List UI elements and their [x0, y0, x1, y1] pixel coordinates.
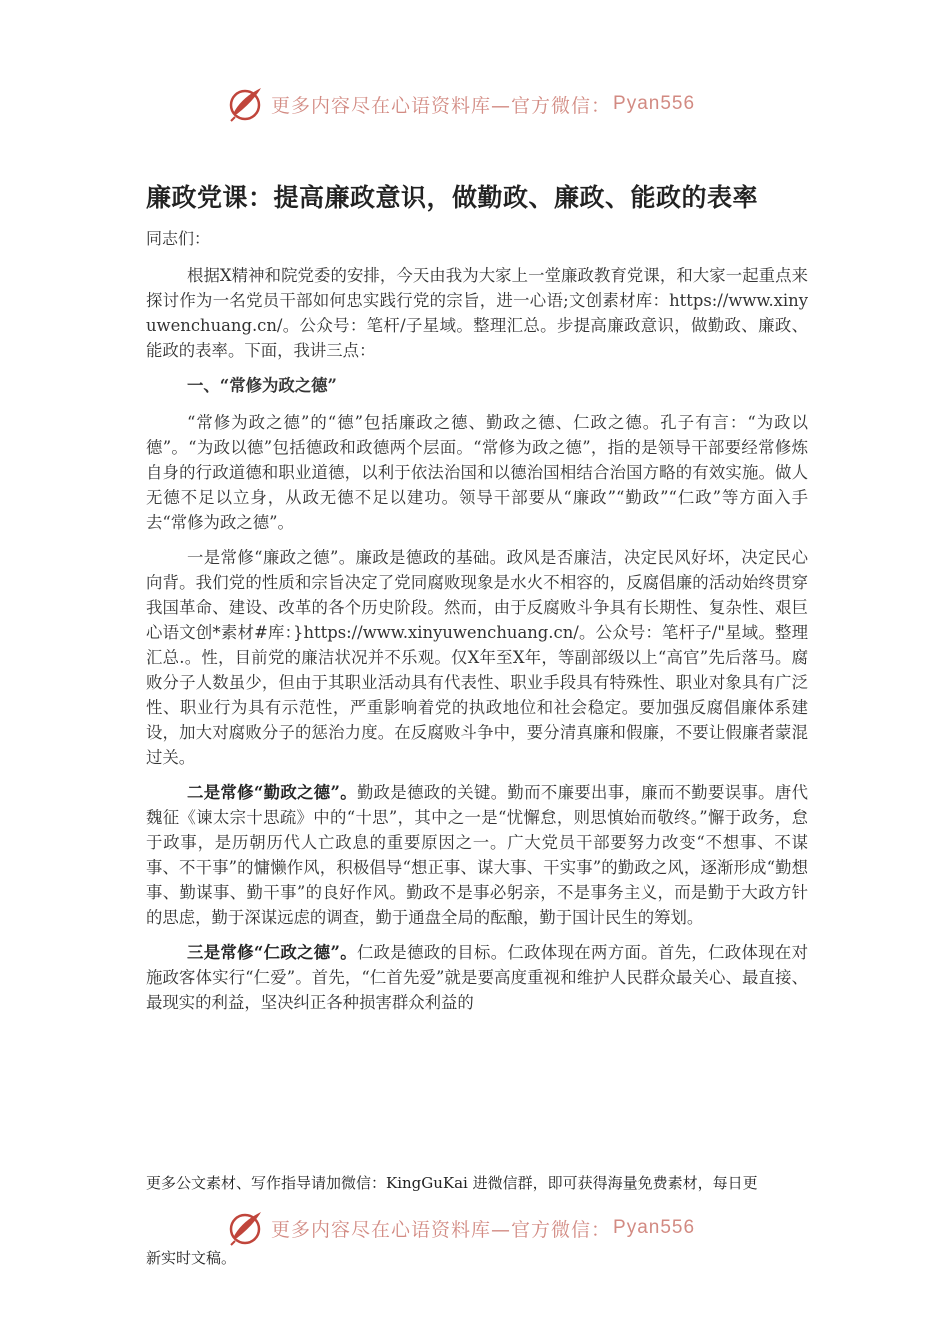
watermark-wechat-id: Pyan556: [613, 93, 696, 114]
footer-note: 更多公文素材、写作指导请加微信：KingGuKai 进微信群，即可获得海量免费素材，每日更: [146, 1174, 758, 1192]
section-1-heading: 一、“常修为政之德”: [187, 376, 337, 395]
point-2-body: 勤政是德政的关键。勤而不廉要出事，廉而不勤要误事。唐代魏征《谏太宗十思疏》中的“十思”，其中之一是“忧懈怠，则思慎始而敬终。”懈于政务，怠于政事，是历朝历代人亡政息的重要原因之一。广大党员干部要努力改变“不想事、不谋事、不干事”的慵懒作风，积极倡导“想正事、谋大事、干实事”的勤政之风，逐渐形成“勤想事、勤谋事、勤干事”的良好作风。勤政不是事必躬亲，不是事务主义，而是勤于大政方针的思虑，勤于深谋远虑的调查，勤于通盘全局的酝酿，勤于国计民生的筹划。: [146, 783, 809, 927]
footer-watermark: [225, 1206, 695, 1250]
point-1-body: 廉政是德政的基础。政风是否廉洁，决定民风好坏，决定民心向背。我们党的性质和宗旨决定了党同腐败现象是水火不相容的，反腐倡廉的活动始终贯穿我国革命、建设、改革的各个历史阶段。然而，由于反腐败斗争具有长期性、复杂性、艰巨心语文创*素材#库：}https://www.xinyuwenchuang.cn/。公众号：笔杆子/"星域。整理汇总.。性，目前党的廉洁状况并不乐观。仅X年至X年，等副部级以上“高官”先后落马。腐败分子人数虽少，但由于其职业活动具有代表性、职业手段具有特殊性、职业对象具有广泛性、职业行为具有示范性，严重影响着党的执政地位和社会稳定。要加强反腐倡廉体系建设，加大对腐败分子的惩治力度。在反腐败斗争中，要分清真廉和假廉，不要让假廉者蒙混过关。: [146, 548, 809, 767]
point-1-paragraph: [146, 545, 808, 770]
watermark-wechat-id: Pyan556: [613, 1217, 696, 1238]
footer-note-continued: 新实时文稿。: [146, 1249, 237, 1267]
point-2-paragraph: [146, 780, 808, 930]
watermark-text: 更多内容尽在心语资料库—官方微信：: [271, 94, 612, 117]
point-3-body: 仁政是德政的目标。仁政体现在两方面。首先，仁政体现在对施政客体实行“仁爱”。首先，“仁首先爱”就是要高度重视和维护人民群众最关心、最直接、最现实的利益，坚决纠正各种损害群众利益的: [146, 943, 809, 1012]
greeting: 同志们：: [146, 229, 211, 248]
feather-seal-icon: [225, 84, 265, 124]
point-2-lead: 二是常修“勤政之德”。: [187, 783, 357, 802]
header-watermark: [225, 82, 695, 126]
document-title: 廉政党课：提高廉政意识，做勤政、廉政、能政的表率: [146, 183, 759, 212]
section-1-paragraph: “常修为政之德”的“德”包括廉政之德、勤政之德、仁政之德。孔子有言：“为政以德”。“为政以德”包括德政和政德两个层面。“常修为政之德”，指的是领导干部要经常修炼自身的行政道德和职业道德，以利于依法治国和以德治国相结合治国方略的有效实施。做人无德不足以立身，从政无德不足以建功。领导干部要从“廉政”“勤政”“仁政”等方面入手去“常修为政之德”。: [146, 413, 808, 532]
intro-paragraph: 根据X精神和院党委的安排，今天由我为大家上一堂廉政教育党课，和大家一起重点来探讨作为一名党员干部如何忠实践行党的宗旨，进一心语;文创素材库：https://www.xinyuwenchuang.cn/。公众号：笔杆/子星域。整理汇总。步提高廉政意识，做勤政、廉政、能政的表率。下面，我讲三点：: [146, 266, 808, 360]
watermark-text: 更多内容尽在心语资料库—官方微信：: [271, 1218, 612, 1241]
point-3-paragraph: [146, 940, 808, 1015]
point-3-lead: 三是常修“仁政之德”。: [187, 943, 357, 962]
feather-seal-icon: [225, 1208, 265, 1248]
point-1-lead: 一是常修“廉政之德”。: [187, 548, 356, 567]
document-body: [146, 176, 808, 1025]
